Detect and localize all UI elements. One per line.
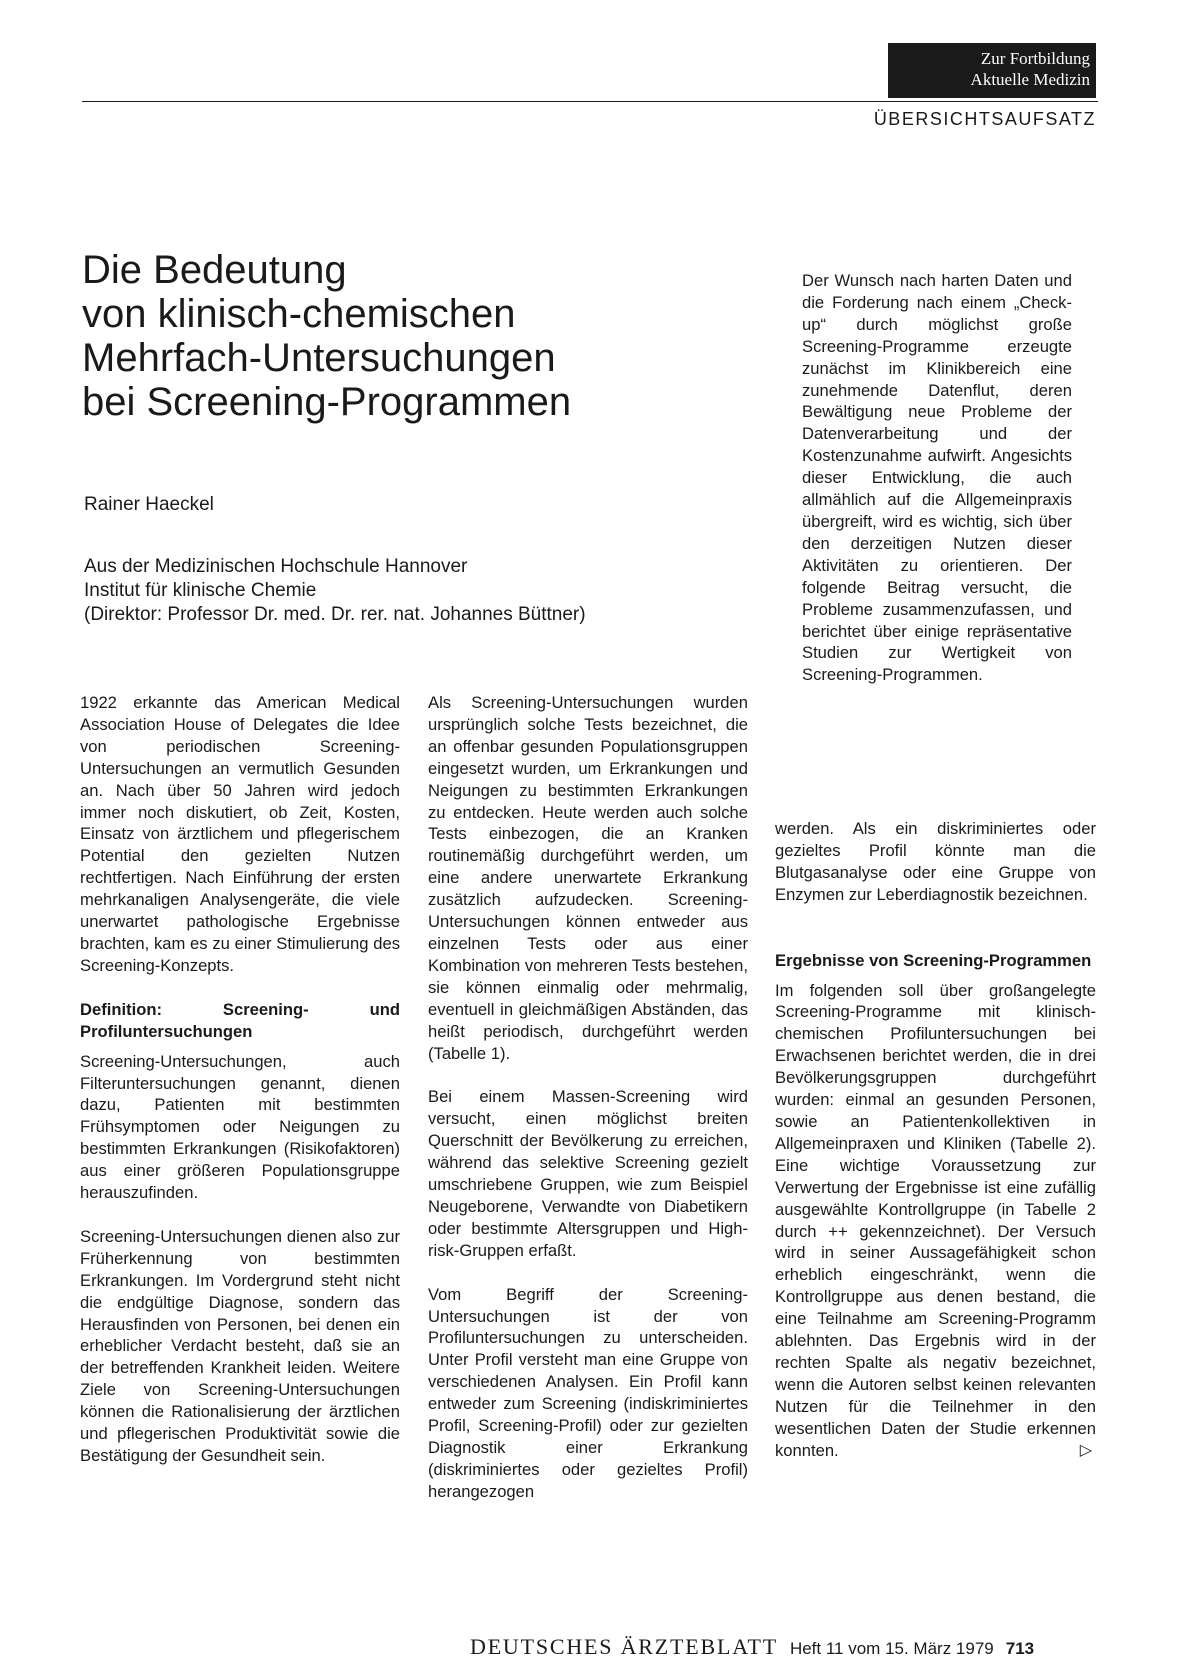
- section-label: ÜBERSICHTSAUFSATZ: [873, 109, 1096, 129]
- text-column-1: [80, 692, 400, 1489]
- paragraph: Vom Begriff der Screening-Untersuchungen ist der von Profiluntersuchungen zu unterscheiden. Unter Profil versteht man eine Gruppe von verschiedenen Analysen. Ein Profil kann entweder zum Screening (indiskriminiertes Profil, Screening-Profil) oder zur gezielten Diagnostik einer Erkrankung (diskriminiertes oder gezieltes Profil) herangezogen: [428, 1284, 748, 1501]
- paragraph-text: Im folgenden soll über großangelegte Screening-Programme mit klinisch-chemischen Profiluntersuchungen bei Erwachsenen berichtet werden, die in drei Bevölkerungsgruppen durchgeführt wurden: einmal an gesunden Personen, sowie an Patientenkollektiven in Allgemeinpraxen und Kliniken (Tabelle 2). Eine wichtige Voraussetzung zur Verwertung der Ergebnisse ist eine zufällig ausgewählte Kontrollgruppe (in Tabelle 2 durch ++ gekennzeichnet). Der Versuch wird in seiner Aussagefähigkeit schon erheblich eingeschränkt, wenn die Kontrollgruppe aus denen bestand, die eine Teilnahme am Screening-Programm ablehnten. Das Ergebnis wird in der rechten Spalte als negativ bezeichnet, wenn die Autoren selbst keinen relevanten Nutzen für die Teilnehmer in den wesentlichen Daten der Studie erkennen konnten.: [775, 980, 1096, 1460]
- issue-info: Heft 11 vom 15. März 1979: [789, 1639, 994, 1658]
- title-line: von klinisch-chemischen: [82, 292, 516, 336]
- affiliation-line: (Direktor: Professor Dr. med. Dr. rer. nat. Johannes Büttner): [84, 604, 586, 625]
- section-heading: Definition: Screening- und Profiluntersuchungen: [80, 999, 400, 1041]
- paragraph: Als Screening-Untersuchungen wurden ursprünglich solche Tests bezeichnet, die an offenbar gesunden Populationsgruppen eingesetzt wurden, um Erkrankungen und Neigungen zu bestimmten Erkrankungen zu entdecken. Heute werden auch solche Tests einbezogen, die an Kranken routinemäßig durchgeführt werden, um eine andere unerwartete Erkrankung zusätzlich aufzudecken. Screening-Untersuchungen können entweder aus einzelnen Tests oder aus einer Kombination von mehreren Tests bestehen, sie können einmalig oder mehrmalig, eventuell in gleichmäßigen Abständen, das heißt periodisch, durchgeführt werden (Tabelle 1).: [428, 693, 748, 1063]
- article-title: [82, 248, 722, 424]
- section-heading: Ergebnisse von Screening-Programmen: [775, 950, 1092, 970]
- paragraph: Screening-Untersuchungen dienen also zur Früherkennung von bestimmten Erkrankungen. Im Vordergrund steht nicht die endgültige Diagnose, sondern das Herausfinden von Personen, bei denen ein erheblicher Verdacht besteht, daß sie an der betreffenden Krankheit leiden. Weitere Ziele von Screening-Untersuchungen können die Rationalisierung der ärztlichen und pflegerischen Produktivität sowie die Bestätigung der Gesundheit sein.: [80, 1226, 400, 1465]
- badge-line-1: Zur Fortbildung: [980, 49, 1090, 68]
- badge-line-2: Aktuelle Medizin: [970, 70, 1090, 89]
- abstract-column: [802, 270, 1072, 708]
- journal-name: DEUTSCHES ÄRZTEBLATT: [470, 1634, 778, 1659]
- paragraph: Bei einem Massen-Screening wird versucht, einen möglichst breiten Querschnitt der Bevölkerung zu erreichen, während das selektive Screening gezielt umschriebene Gruppen, wie zum Beispiel Neugeborene, Verwandte von Diabetikern oder bestimmte Altersgruppen und High-risk-Gruppen erfaßt.: [428, 1087, 748, 1260]
- section-badge: [888, 43, 1096, 98]
- title-line: Mehrfach-Untersuchungen: [82, 336, 556, 380]
- title-line: bei Screening-Programmen: [82, 380, 572, 424]
- continue-arrow-icon: ▷: [1079, 1441, 1092, 1459]
- paragraph: [775, 980, 1096, 1462]
- title-line: Die Bedeutung: [82, 248, 347, 292]
- paragraph: 1922 erkannte das American Medical Association House of Delegates die Idee von periodischen Screening-Untersuchungen an vermutlich Gesunden an. Nach über 50 Jahren wird jedoch immer noch diskutiert, ob Zeit, Kosten, Einsatz von ärztlichem und pflegerischem Potential den gezielten Nutzen rechtfertigen. Nach Einführung der ersten mehrkanaligen Analysengeräte, die viele unerwartet pathologische Ergebnisse brachten, kam es zu einer Stimulierung des Screening-Konzepts.: [80, 693, 400, 975]
- abstract-text: Der Wunsch nach harten Daten und die Forderung nach einem „Check-up“ durch möglichst große Screening-Programme erzeugte zunächst im Klinikbereich eine zunehmende Datenflut, deren Bewältigung neue Probleme der Datenverarbeitung und der Kostenzunahme aufwirft. Angesichts dieser Entwicklung, die auch allmählich auf die Allgemeinpraxis übergreift, wird es wichtig, sich über den derzeitigen Nutzen dieser Aktivitäten zu orientieren. Der folgende Beitrag versucht, die Probleme zusammenzufassen, und berichtet über einige repräsentative Studien zur Wertigkeit von Screening-Programmen.: [802, 271, 1072, 685]
- affiliation-line: Aus der Medizinischen Hochschule Hannover: [84, 556, 468, 577]
- paragraph: werden. Als ein diskriminiertes oder gezieltes Profil könnte man die Blutgasanalyse oder eine Gruppe von Enzymen zur Leberdiagnostik bezeichnen.: [775, 819, 1096, 904]
- text-column-3: [775, 818, 1096, 1483]
- page-footer: [470, 1634, 1034, 1660]
- page-number: 713: [1005, 1639, 1035, 1658]
- affiliation-line: Institut für klinische Chemie: [84, 580, 317, 601]
- paragraph: Screening-Untersuchungen, auch Filteruntersuchungen genannt, dienen dazu, Patienten mit bestimmten Frühsymptomen oder Neigungen zu bestimmten Erkrankungen (Risikofaktoren) aus einer größeren Populationsgruppe herauszufinden.: [80, 1051, 400, 1203]
- text-column-2: [428, 692, 748, 1525]
- affiliation: [84, 555, 586, 627]
- header-rule: [82, 101, 1098, 102]
- author-name: Rainer Haeckel: [84, 494, 214, 515]
